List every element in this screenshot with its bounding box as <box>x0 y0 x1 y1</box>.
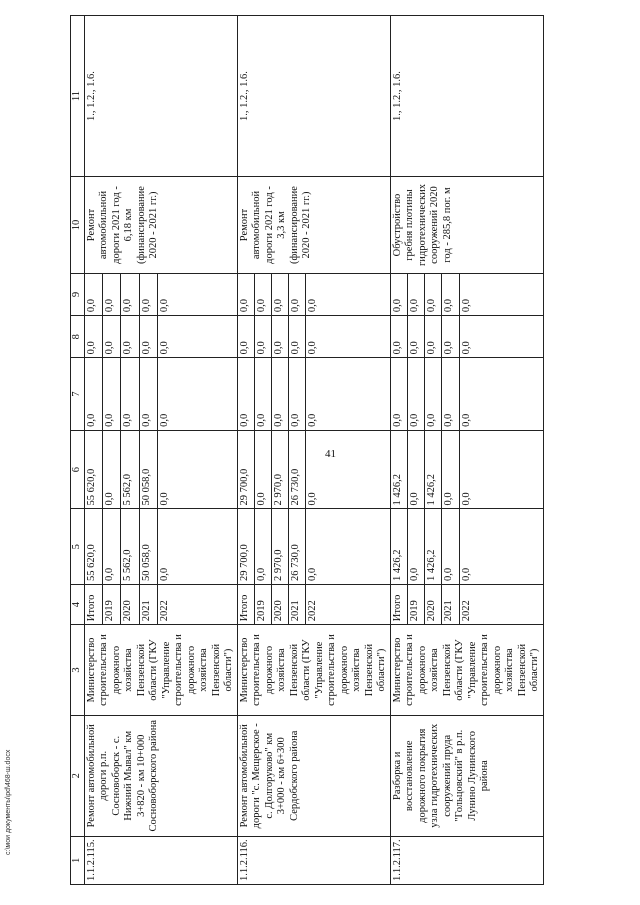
measure-name: Ремонт автомобильной дороги р.п. Сосновоборск - с. Нижний Мывал" км 3+820 - км 10+000 Сосновоборского района <box>84 715 237 836</box>
year-cell: 2019 <box>407 584 424 624</box>
header-cell: 8 <box>71 316 85 358</box>
value-cell: 0,0 <box>121 316 139 358</box>
value-cell: 0,0 <box>254 316 271 358</box>
measure-name: Ремонт автомобильной дороги "с. Мещерское - с. Долгоруково" км 3+000 - км 6+300 Сердобского района <box>237 715 390 836</box>
value-cell: 0,0 <box>390 358 407 431</box>
value-cell: 0,0 <box>158 509 176 585</box>
value-cell: 5 562,0 <box>121 509 139 585</box>
program-table <box>70 15 544 885</box>
value-cell: 0,0 <box>271 358 288 431</box>
value-cell: 50 058,0 <box>139 430 157 509</box>
year-cell: Итого <box>390 584 407 624</box>
value-cell: 0,0 <box>102 273 120 315</box>
measure-name: Разборка и восстановление дорожного покрытия узла гидротехнических сооружений пруда "Гольцовский" в р.п. Лунино Лунинского района <box>390 715 543 836</box>
value-cell: 0,0 <box>288 273 305 315</box>
value-cell: 0,0 <box>407 430 424 509</box>
year-cell: 2020 <box>425 584 442 624</box>
value-cell: 1 426,2 <box>390 430 407 509</box>
value-cell: 0,0 <box>407 509 424 585</box>
value-cell: 50 058,0 <box>139 509 157 585</box>
value-cell: 0,0 <box>407 358 424 431</box>
value-cell: 0,0 <box>158 273 176 315</box>
table-row <box>237 16 254 885</box>
value-cell: 0,0 <box>237 316 254 358</box>
year-cell: 2021 <box>442 584 459 624</box>
refs-cell: 1., 1.2., 1.6. <box>390 16 543 177</box>
year-cell: 2019 <box>102 584 120 624</box>
year-cell: 2019 <box>254 584 271 624</box>
value-cell: 0,0 <box>442 358 459 431</box>
value-cell: 0,0 <box>459 273 476 315</box>
value-cell: 0,0 <box>425 316 442 358</box>
page-number: 41 <box>325 448 336 460</box>
header-cell: 1 <box>71 836 85 884</box>
value-cell: 0,0 <box>390 316 407 358</box>
header-cell: 10 <box>71 177 85 274</box>
value-cell: 0,0 <box>102 430 120 509</box>
value-cell: 0,0 <box>84 316 102 358</box>
year-cell: 2020 <box>271 584 288 624</box>
value-cell: 0,0 <box>84 358 102 431</box>
value-cell: 0,0 <box>121 273 139 315</box>
header-cell: 11 <box>71 16 85 177</box>
value-cell: 55 620,0 <box>84 509 102 585</box>
header-cell: 4 <box>71 584 85 624</box>
header-cell: 7 <box>71 358 85 431</box>
value-cell: 0,0 <box>442 273 459 315</box>
value-cell: 0,0 <box>158 430 176 509</box>
row-number: 1.1.2.117. <box>390 836 543 884</box>
header-cell: 3 <box>71 625 85 716</box>
value-cell: 0,0 <box>237 358 254 431</box>
value-cell: 0,0 <box>305 316 322 358</box>
value-cell: 5 562,0 <box>121 430 139 509</box>
year-cell: 2021 <box>139 584 157 624</box>
value-cell: 0,0 <box>459 358 476 431</box>
value-cell: 0,0 <box>271 273 288 315</box>
value-cell: 0,0 <box>102 509 120 585</box>
value-cell: 29 700,0 <box>237 509 254 585</box>
refs-cell: 1., 1.2., 1.6. <box>237 16 390 177</box>
executor: Министерство строительства и дорожного хозяйства Пензенской области (ГКУ "Управление строительства и дорожного хозяйства Пензенской области") <box>390 625 543 716</box>
footer-path: c:\мои документы\pd\468-ш.docx <box>5 749 12 855</box>
result-cell: Ремонт автомобильной дороги 2021 год - 3,3 км (финансирование 2020 - 2021 гг.) <box>237 177 390 274</box>
value-cell: 0,0 <box>288 358 305 431</box>
value-cell: 0,0 <box>139 316 157 358</box>
value-cell: 29 700,0 <box>237 430 254 509</box>
value-cell: 1 426,2 <box>425 430 442 509</box>
value-cell: 2 970,0 <box>271 509 288 585</box>
value-cell: 55 620,0 <box>84 430 102 509</box>
value-cell: 1 426,2 <box>390 509 407 585</box>
value-cell: 0,0 <box>254 273 271 315</box>
value-cell: 0,0 <box>288 316 305 358</box>
footer-path-container <box>5 615 29 855</box>
table-row <box>390 16 407 885</box>
value-cell: 0,0 <box>442 430 459 509</box>
value-cell: 0,0 <box>425 358 442 431</box>
value-cell: 0,0 <box>158 358 176 431</box>
value-cell: 0,0 <box>102 358 120 431</box>
header-cell: 6 <box>71 430 85 509</box>
header-cell: 5 <box>71 509 85 585</box>
value-cell: 0,0 <box>254 509 271 585</box>
value-cell: 0,0 <box>459 509 476 585</box>
value-cell: 0,0 <box>305 509 322 585</box>
header-row <box>71 16 85 885</box>
value-cell: 0,0 <box>305 430 322 509</box>
year-cell: 2021 <box>288 584 305 624</box>
value-cell: 26 730,0 <box>288 509 305 585</box>
value-cell: 0,0 <box>305 358 322 431</box>
value-cell: 2 970,0 <box>271 430 288 509</box>
row-number: 1.1.2.116. <box>237 836 390 884</box>
value-cell: 1 426,2 <box>425 509 442 585</box>
executor: Министерство строительства и дорожного хозяйства Пензенской области (ГКУ "Управление строительства и дорожного хозяйства Пензенской области") <box>84 625 237 716</box>
year-cell: 2022 <box>158 584 176 624</box>
value-cell: 0,0 <box>271 316 288 358</box>
value-cell: 0,0 <box>390 273 407 315</box>
value-cell: 0,0 <box>139 358 157 431</box>
value-cell: 0,0 <box>158 316 176 358</box>
value-cell: 26 730,0 <box>288 430 305 509</box>
header-cell: 2 <box>71 715 85 836</box>
year-cell: Итого <box>84 584 102 624</box>
value-cell: 0,0 <box>102 316 120 358</box>
result-cell: Обустройство гребня плотины гидротехнических сооружений 2020 год - 285,8 пог. м <box>390 177 543 274</box>
value-cell: 0,0 <box>407 316 424 358</box>
value-cell: 0,0 <box>459 430 476 509</box>
refs-cell: 1., 1.2., 1.6. <box>84 16 237 177</box>
year-cell: 2020 <box>121 584 139 624</box>
row-number: 1.1.2.115. <box>84 836 237 884</box>
year-cell: 2022 <box>305 584 322 624</box>
executor: Министерство строительства и дорожного хозяйства Пензенской области (ГКУ "Управление строительства и дорожного хозяйства Пензенской области") <box>237 625 390 716</box>
value-cell: 0,0 <box>442 316 459 358</box>
value-cell: 0,0 <box>254 358 271 431</box>
value-cell: 0,0 <box>407 273 424 315</box>
value-cell: 0,0 <box>254 430 271 509</box>
value-cell: 0,0 <box>459 316 476 358</box>
value-cell: 0,0 <box>305 273 322 315</box>
year-cell: 2022 <box>459 584 476 624</box>
result-cell: Ремонт автомобильной дороги 2021 год - 6,18 км (финансирование 2020 - 2021 гг.) <box>84 177 237 274</box>
value-cell: 0,0 <box>442 509 459 585</box>
value-cell: 0,0 <box>121 358 139 431</box>
value-cell: 0,0 <box>84 273 102 315</box>
header-cell: 9 <box>71 273 85 315</box>
rotated-table-container <box>70 15 600 885</box>
value-cell: 0,0 <box>139 273 157 315</box>
year-cell: Итого <box>237 584 254 624</box>
value-cell: 0,0 <box>425 273 442 315</box>
table-row <box>84 16 102 885</box>
value-cell: 0,0 <box>237 273 254 315</box>
